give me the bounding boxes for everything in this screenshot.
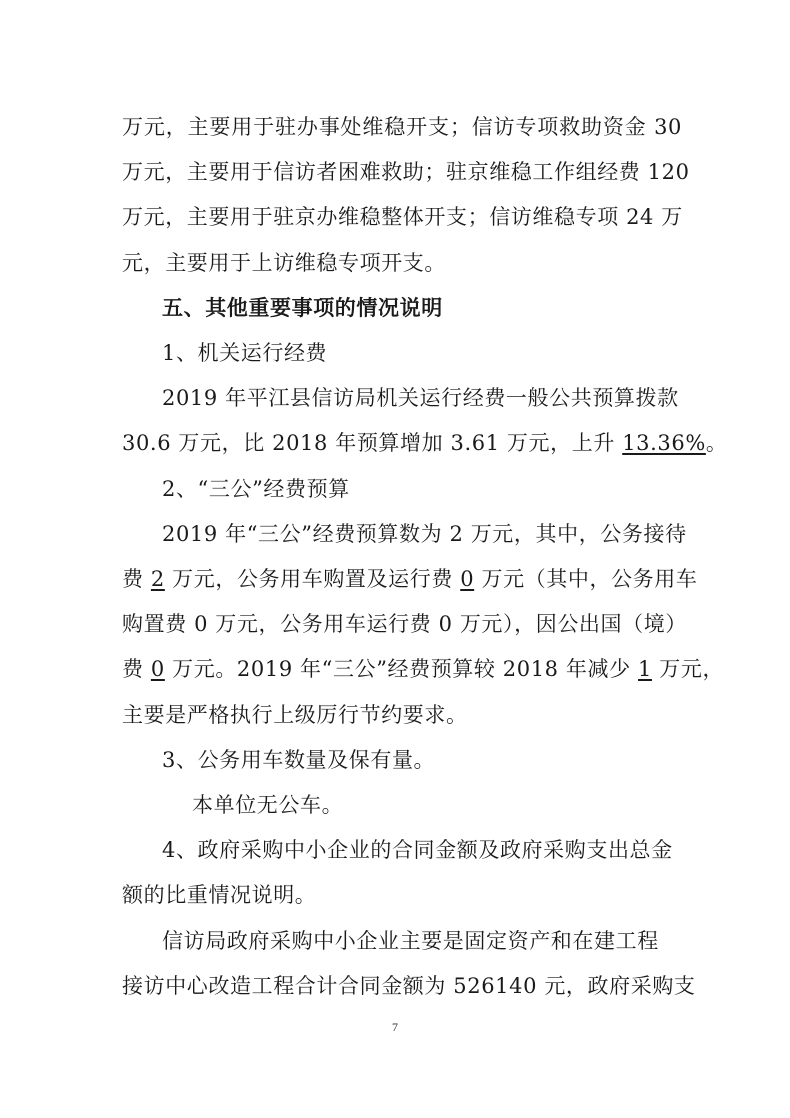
paragraph-line: 主要是严格执行上级厉行节约要求。 — [122, 703, 468, 727]
paragraph-line: 信访局政府采购中小企业主要是固定资产和在建工程 — [162, 929, 659, 953]
text-run: 万元，公务用车购置及运行费 — [164, 567, 461, 591]
text-run: 万元。2019 年“三公”经费预算较 2018 年减少 — [164, 657, 638, 681]
text-run: 万元（其中，公务用车 — [474, 567, 698, 591]
text-run: 万元， — [651, 657, 725, 681]
paragraph-line: 万元，主要用于驻办事处维稳开支；信访专项救助资金 30 — [122, 115, 682, 139]
paragraph-line: 接访中心改造工程合计合同金额为 526140 元，政府采购支 — [122, 974, 696, 998]
text-run: 。 — [705, 431, 728, 455]
paragraph-line: 元，主要用于上访维稳专项开支。 — [122, 251, 446, 275]
underlined-value: 2 — [150, 567, 165, 591]
text-run: 费 — [122, 657, 151, 681]
underlined-value: 1 — [638, 657, 652, 681]
paragraph-line — [122, 656, 725, 682]
paragraph-line: 2019 年平江县信访局机关运行经费一般公共预算拨款 — [162, 386, 679, 410]
paragraph-line — [122, 566, 698, 592]
underlined-value: 0 — [460, 567, 475, 591]
section-heading: 五、其他重要事项的情况说明 — [162, 296, 443, 320]
page-number: 7 — [392, 1020, 398, 1034]
underlined-value: 0 — [150, 657, 165, 681]
underlined-value: 13.36% — [622, 431, 706, 455]
paragraph-line — [122, 430, 728, 456]
paragraph-line: 本单位无公车。 — [192, 793, 344, 817]
item-title: 额的比重情况说明。 — [122, 883, 317, 907]
paragraph-line: 万元，主要用于信访者困难救助；驻京维稳工作组经费 120 — [122, 160, 690, 184]
text-run: 30.6 万元，比 2018 年预算增加 3.61 万元，上升 — [122, 431, 623, 455]
item-title: 4、政府采购中小企业的合同金额及政府采购支出总金 — [162, 838, 673, 862]
item-title: 2、“三公”经费预算 — [162, 477, 350, 501]
paragraph-line: 购置费 0 万元，公务用车运行费 0 万元），因公出国（境） — [122, 612, 687, 636]
item-title: 1、机关运行经费 — [162, 341, 328, 365]
paragraph-line: 万元，主要用于驻京办维稳整体开支；信访维稳专项 24 万 — [122, 205, 683, 229]
item-title: 3、公务用车数量及保有量。 — [162, 748, 436, 772]
text-run: 费 — [122, 567, 151, 591]
paragraph-line: 2019 年“三公”经费预算数为 2 万元，其中，公务接待 — [162, 522, 687, 546]
